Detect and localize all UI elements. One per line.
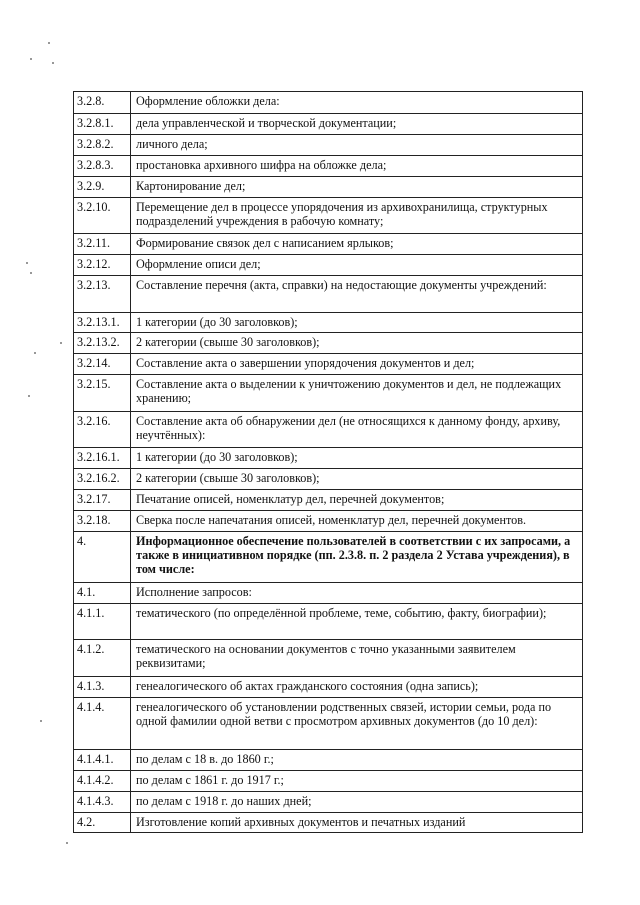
row-description: Составление акта об обнаружении дел (не относящихся к данному фонду, архиву, неучтённых): [131,412,583,448]
table-row [74,234,583,255]
table-row [74,771,583,792]
row-number: 4.1.4.3. [74,792,131,813]
row-description: по делам с 18 в. до 1860 г.; [131,750,583,771]
table-row [74,255,583,276]
row-description: Составление перечня (акта, справки) на недостающие документы учреждений: [131,276,583,313]
row-description: по делам с 1918 г. до наших дней; [131,792,583,813]
row-description: личного дела; [131,135,583,156]
row-description: Печатание описей, номенклатур дел, перечней документов; [131,490,583,511]
row-description: 2 категории (свыше 30 заголовков); [131,333,583,354]
row-number: 3.2.15. [74,375,131,412]
row-description: Оформление обложки дела: [131,92,583,114]
row-description: генеалогического об актах гражданского состояния (одна запись); [131,677,583,698]
scan-speck [48,42,50,44]
table-row [74,198,583,234]
row-description: генеалогического об установлении родственных связей, истории семьи, рода по одной фамилии одной ветви с просмотром архивных документов (до 10 дел): [131,698,583,750]
row-description: 2 категории (свыше 30 заголовков); [131,469,583,490]
row-number: 3.2.8.2. [74,135,131,156]
table-row [74,114,583,135]
table-row [74,813,583,833]
scan-speck [66,842,68,844]
row-number: 3.2.8. [74,92,131,114]
table-row [74,333,583,354]
row-description: по делам с 1861 г. до 1917 г.; [131,771,583,792]
row-number: 3.2.13.2. [74,333,131,354]
row-number: 3.2.13. [74,276,131,313]
row-description: 1 категории (до 30 заголовков); [131,448,583,469]
row-description: дела управленческой и творческой документации; [131,114,583,135]
row-number: 3.2.8.1. [74,114,131,135]
scan-speck [60,342,62,344]
row-number: 3.2.10. [74,198,131,234]
row-description: тематического на основании документов с точно указанными заявителем реквизитами; [131,640,583,677]
row-description: Перемещение дел в процессе упорядочения из архивохранилища, структурных подразделений учреждения в рабочую комнату; [131,198,583,234]
row-description: 1 категории (до 30 заголовков); [131,313,583,333]
row-number: 3.2.14. [74,354,131,375]
table-row [74,177,583,198]
row-description: простановка архивного шифра на обложке дела; [131,156,583,177]
table-row [74,276,583,313]
scan-speck [26,262,28,264]
row-number: 3.2.9. [74,177,131,198]
row-number: 4.1.3. [74,677,131,698]
row-number: 3.2.12. [74,255,131,276]
table-row [74,313,583,333]
row-description: Сверка после напечатания описей, номенклатур дел, перечней документов. [131,511,583,532]
row-description: Оформление описи дел; [131,255,583,276]
services-table [73,91,583,833]
row-description: Формирование связок дел с написанием ярлыков; [131,234,583,255]
row-number: 4.1.4.1. [74,750,131,771]
table-row [74,448,583,469]
table-row [74,156,583,177]
table-row [74,583,583,604]
table-row [74,698,583,750]
table-row [74,532,583,583]
row-description: тематического (по определённой проблеме, теме, событию, факту, биографии); [131,604,583,640]
scan-speck [40,720,42,722]
scan-speck [30,58,32,60]
scan-speck [30,272,32,274]
row-number: 3.2.17. [74,490,131,511]
row-number: 3.2.16.2. [74,469,131,490]
row-description: Картонирование дел; [131,177,583,198]
table-body [74,92,583,833]
table-row [74,750,583,771]
row-number: 4.1.4. [74,698,131,750]
scan-speck [52,62,54,64]
table-row [74,511,583,532]
row-description: Изготовление копий архивных документов и печатных изданий [131,813,583,833]
table-row [74,135,583,156]
scan-speck [34,352,36,354]
row-number: 4.2. [74,813,131,833]
table-row [74,792,583,813]
row-number: 4. [74,532,131,583]
row-number: 3.2.16. [74,412,131,448]
table-row [74,640,583,677]
table-row [74,354,583,375]
row-number: 3.2.8.3. [74,156,131,177]
row-number: 4.1. [74,583,131,604]
row-description: Исполнение запросов: [131,583,583,604]
row-number: 3.2.16.1. [74,448,131,469]
row-number: 4.1.4.2. [74,771,131,792]
row-number: 4.1.2. [74,640,131,677]
row-number: 3.2.13.1. [74,313,131,333]
scan-speck [28,395,30,397]
table-row [74,412,583,448]
table-row [74,92,583,114]
row-description: Составление акта о завершении упорядочения документов и дел; [131,354,583,375]
table-row [74,469,583,490]
table-row [74,490,583,511]
table-row [74,677,583,698]
row-number: 4.1.1. [74,604,131,640]
row-description: Составление акта о выделении к уничтожению документов и дел, не подлежащих хранению; [131,375,583,412]
table-row [74,375,583,412]
table-row [74,604,583,640]
row-description: Информационное обеспечение пользователей в соответствии с их запросами, а также в инициативном порядке (пп. 2.3.8. п. 2 раздела 2 Устава учреждения), в том числе: [131,532,583,583]
row-number: 3.2.11. [74,234,131,255]
row-number: 3.2.18. [74,511,131,532]
